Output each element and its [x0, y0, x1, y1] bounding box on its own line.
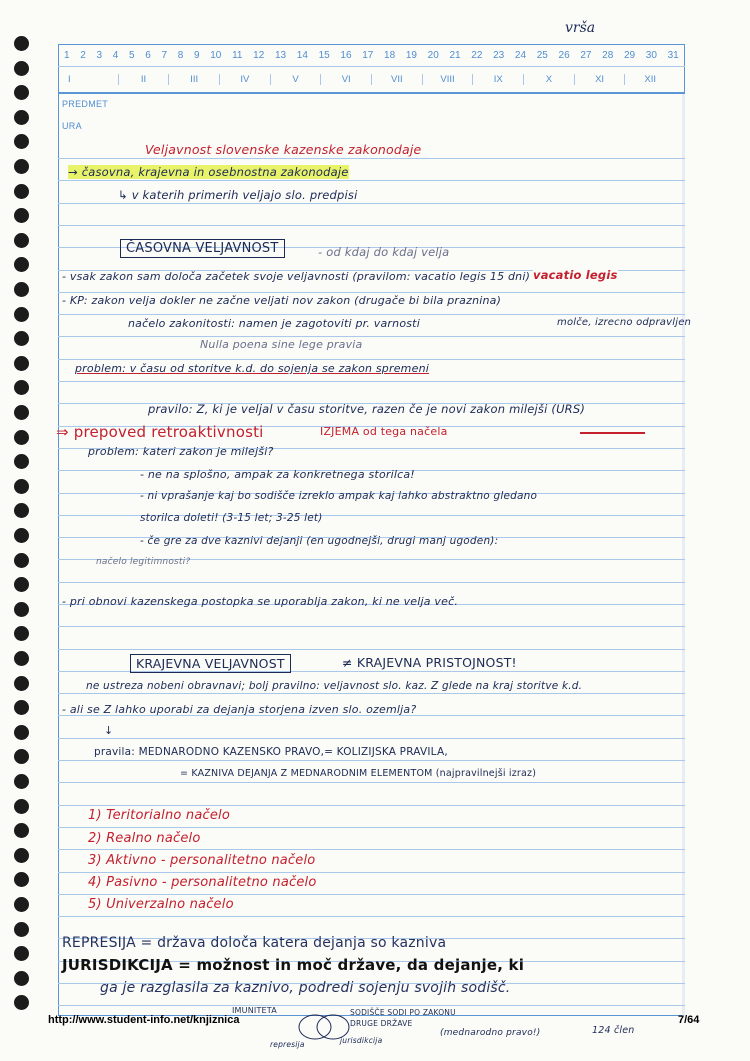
note-jurisdikcija: JURISDIKCIJA = možnost in moč države, da dejanje, ki: [62, 956, 525, 974]
calendar-month: XII: [624, 74, 675, 85]
calendar-day: 26: [558, 50, 570, 61]
calendar-day: 4: [112, 50, 119, 61]
ruled-line: [58, 1005, 685, 1006]
binder-hole: [14, 676, 29, 691]
binder-holes: [14, 36, 34, 1026]
calendar-day: 1: [64, 50, 70, 61]
ura-label: URA: [62, 121, 82, 131]
binder-hole: [14, 774, 29, 789]
note-line: ga je razglasila za kaznivo, podredi sojenju svojih sodišč.: [100, 980, 511, 996]
section-heading-krajevna: KRAJEVNA VELJAVNOST: [130, 656, 291, 671]
calendar-day: 18: [384, 50, 396, 61]
calendar-day: 25: [536, 50, 548, 61]
binder-hole: [14, 700, 29, 715]
calendar-month: VIII: [422, 74, 473, 85]
ruled-line: [58, 225, 685, 226]
ruled-line: [58, 381, 685, 382]
calendar-day: 13: [274, 50, 287, 61]
binder-hole: [14, 134, 29, 149]
calendar-day: 24: [514, 50, 527, 61]
binder-hole: [14, 454, 29, 469]
note-title: Veljavnost slovenske kazenske zakonodaje: [145, 142, 422, 157]
calendar-day: 31: [667, 50, 679, 61]
calendar-day: 15: [318, 50, 330, 61]
corner-mark: vrša: [565, 20, 596, 36]
calendar-month: IV: [219, 74, 270, 85]
calendar-day: 3: [96, 50, 103, 61]
calendar-day: 20: [427, 50, 439, 61]
note-line: - od kdaj do kdaj velja: [318, 245, 450, 259]
binder-hole: [14, 405, 29, 420]
note-line: - če gre za dve kaznivi dejanji (en ugodnejši, drugi manj ugoden):: [140, 535, 499, 547]
note-retroaktivnost: ⇒ prepoved retroaktivnosti: [56, 423, 264, 441]
calendar-day: 11: [232, 50, 243, 61]
binder-hole: [14, 626, 29, 641]
calendar-day: 7: [161, 50, 168, 61]
calendar-days: [58, 50, 685, 61]
note-line: - pri obnovi kazenskega postopka se uporablja zakon, ki ne velja več.: [62, 595, 459, 608]
calendar-months: [58, 74, 685, 85]
note-line: načelo zakonitosti: namen je zagotoviti pr. varnosti: [128, 317, 420, 330]
note-line: = KAZNIVA DEJANJA Z MEDNARODNIM ELEMENTOM (najpravilnejši izraz): [180, 768, 537, 779]
binder-hole: [14, 282, 29, 297]
binder-hole: [14, 503, 29, 518]
note-represija-small: represija: [270, 1040, 305, 1049]
binder-hole: [14, 257, 29, 272]
note-line: ≠ KRAJEVNA PRISTOJNOST!: [342, 655, 517, 670]
ruled-line: [58, 626, 685, 627]
principle-item: 1) Teritorialno načelo: [88, 808, 230, 823]
binder-hole: [14, 528, 29, 543]
binder-hole: [14, 922, 29, 937]
principle-item: 5) Univerzalno načelo: [88, 897, 234, 912]
note-line: - KP: zakon velja dokler ne začne veljati nov zakon (drugače bi bila praznina): [62, 294, 502, 307]
binder-hole: [14, 356, 29, 371]
calendar-month: VII: [371, 74, 422, 85]
binder-hole: [14, 995, 29, 1010]
ruled-line: [58, 760, 685, 761]
binder-hole: [14, 577, 29, 592]
calendar-month: III: [168, 74, 219, 85]
ruled-line: [58, 336, 685, 337]
note-line: - ne na splošno, ampak za konkretnega storilca!: [140, 468, 415, 481]
binder-hole: [14, 848, 29, 863]
binder-hole: [14, 208, 29, 223]
binder-hole: [14, 651, 29, 666]
ruled-line: [58, 916, 685, 917]
note-line: ↓: [104, 724, 114, 737]
calendar-day: 23: [493, 50, 505, 61]
binder-hole: [14, 36, 29, 51]
ruled-line: [58, 693, 685, 694]
calendar-day: 12: [253, 50, 265, 61]
note-line: molče, izrecno odpravljen: [557, 317, 692, 328]
page-number: 7/64: [678, 1014, 700, 1026]
binder-hole: [14, 233, 29, 248]
note-mednarodno: (mednarodno pravo!): [440, 1028, 541, 1038]
calendar-day: 8: [177, 50, 184, 61]
red-arrow: [580, 432, 645, 434]
calendar-month: V: [270, 74, 321, 85]
binder-hole: [14, 749, 29, 764]
calendar-day: 10: [210, 50, 222, 61]
ruled-line: [58, 805, 685, 806]
binder-hole: [14, 971, 29, 986]
section-heading-casovna: ČASOVNA VELJAVNOST: [120, 241, 285, 256]
calendar-day: 27: [580, 50, 592, 61]
note-jurisdikcija-small: jurisdikcija: [340, 1036, 383, 1045]
calendar-day: 2: [80, 50, 86, 61]
note-imuniteta: IMUNITETA: [232, 1006, 277, 1015]
note-line: problem: v času od storitve k.d. do sojenja se zakon spremeni: [75, 362, 429, 375]
binder-hole: [14, 823, 29, 838]
calendar-day: 29: [623, 50, 636, 61]
ruled-line: [58, 180, 685, 181]
ruled-line: [58, 872, 685, 873]
note-line: [68, 165, 349, 179]
venn-sketch: [295, 1010, 355, 1044]
ruled-line: [58, 203, 685, 204]
calendar-day: 5: [129, 50, 135, 61]
calendar-day: 19: [405, 50, 417, 61]
ruled-line: [58, 359, 685, 360]
calendar-day: 22: [471, 50, 483, 61]
note-sodisce: SODIŠČE SODI PO ZAKONU DRUGE DRŽAVE: [350, 1008, 456, 1028]
binder-hole: [14, 799, 29, 814]
note-line: problem: kateri zakon je milejši?: [88, 445, 274, 458]
note-line: Nulla poena sine lege pravia: [200, 338, 363, 351]
binder-hole: [14, 61, 29, 76]
ruled-line: [58, 894, 685, 895]
calendar-day: 21: [449, 50, 461, 61]
binder-hole: [14, 184, 29, 199]
ruled-line: [58, 158, 685, 159]
principle-item: 4) Pasivno - personalitetno načelo: [88, 875, 317, 890]
predmet-label: PREDMET: [62, 99, 109, 109]
ruled-line: [58, 849, 685, 850]
binder-hole: [14, 331, 29, 346]
calendar-day: 30: [645, 50, 657, 61]
calendar-day: 9: [194, 50, 200, 61]
ruled-line: [58, 738, 685, 739]
note-line: pravila: MEDNARODNO KAZENSKO PRAVO,= KOLIZIJSKA PRAVILA,: [94, 746, 448, 758]
note-clen: 124 člen: [592, 1025, 635, 1036]
ruled-line: [58, 649, 685, 650]
binder-hole: [14, 159, 29, 174]
calendar-day: 16: [340, 50, 352, 61]
binder-hole: [14, 897, 29, 912]
ruled-line: [58, 292, 685, 293]
note-line: storilca doleti! (3-15 let; 3-25 let): [140, 512, 323, 524]
note-line: načelo legitimnosti?: [96, 557, 191, 567]
note-line: ne ustreza nobeni obravnavi; bolj pravilno: veljavnost slo. kaz. Z glede na kraj storitve k.d.: [86, 680, 583, 692]
binder-hole: [14, 430, 29, 445]
calendar-day: 6: [145, 50, 151, 61]
header-divider: [58, 92, 685, 94]
note-represija: REPRESIJA = država določa katera dejanja so kazniva: [62, 935, 447, 951]
binder-hole: [14, 553, 29, 568]
binder-hole: [14, 946, 29, 961]
binder-hole: [14, 725, 29, 740]
note-line: - vsak zakon sam določa začetek svoje veljavnosti (pravilom: vacatio legis 15 dni): [62, 270, 531, 283]
ruled-line: [58, 582, 685, 583]
note-line: ↳ v katerih primerih veljajo slo. predpisi: [118, 188, 358, 202]
calendar-month: I: [68, 74, 71, 85]
calendar-day: 17: [362, 50, 374, 61]
ruled-line: [58, 314, 685, 315]
calendar-month: XI: [574, 74, 625, 85]
note-line: - ali se Z lahko uporabi za dejanja storjena izven slo. ozemlja?: [62, 703, 417, 716]
note-line: - ni vprašanje kaj bo sodišče izreklo ampak kaj lahko abstraktno gledano: [140, 490, 538, 502]
calendar-month: X: [523, 74, 574, 85]
principle-item: 3) Aktivno - personalitetno načelo: [88, 853, 316, 868]
binder-hole: [14, 85, 29, 100]
binder-hole: [14, 110, 29, 125]
binder-hole: [14, 602, 29, 617]
binder-hole: [14, 872, 29, 887]
note-izjema: IZJEMA od tega načela: [320, 425, 448, 438]
calendar-day: 14: [296, 50, 308, 61]
calendar-month: II: [118, 74, 169, 85]
ruled-line: [58, 827, 685, 828]
calendar-month: VI: [320, 74, 371, 85]
binder-hole: [14, 307, 29, 322]
note-highlight: → časovna, krajevna in osebnostna zakonodaje: [68, 165, 349, 179]
principle-item: 2) Realno načelo: [88, 831, 201, 846]
ruled-line: [58, 782, 685, 783]
binder-hole: [14, 380, 29, 395]
binder-hole: [14, 479, 29, 494]
margin-line: [682, 92, 685, 1016]
note-vacatio-legis: vacatio legis: [533, 268, 618, 282]
calendar-month: IX: [472, 74, 523, 85]
calendar-day: 28: [602, 50, 614, 61]
footer-url[interactable]: http://www.student-info.net/knjiznica: [48, 1014, 240, 1026]
note-line: pravilo: Z, ki je veljal v času storitve, razen če je novi zakon milejši (URS): [148, 402, 586, 416]
calendar-divider: [58, 66, 685, 67]
